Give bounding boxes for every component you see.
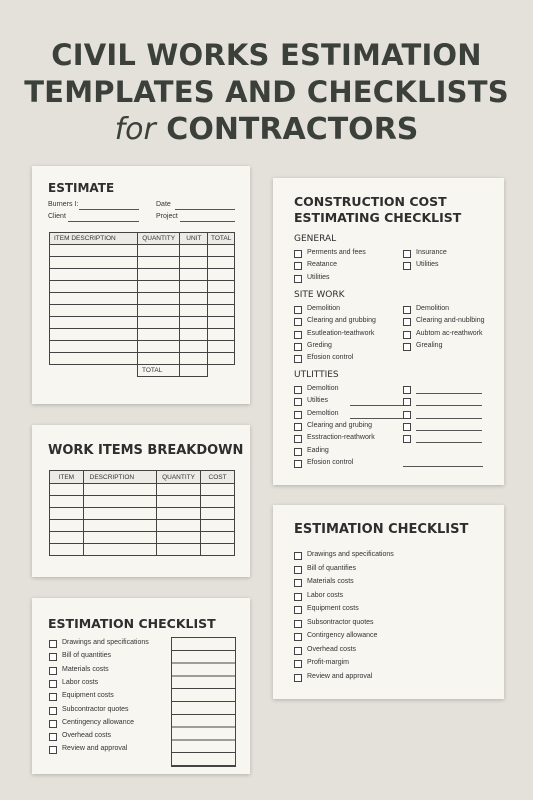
estimation-checklist-left-card (32, 598, 250, 774)
estimate-field-project: Project (156, 213, 178, 220)
estimation-left-item-4-label: Equipment costs (62, 692, 114, 700)
estimation-right-item-8-label: Profit-margim (307, 659, 350, 666)
estimation-right-item-1-label: Bill of quantifies (307, 564, 357, 572)
util-left-item-2-checkbox[interactable] (294, 411, 302, 419)
general-left-item-2-label: Utilities (307, 273, 330, 281)
util-right-item-4-blank-line[interactable] (416, 442, 482, 443)
util-right-item-4-checkbox[interactable] (403, 435, 411, 443)
util-left-item-4-checkbox[interactable] (294, 435, 302, 443)
site-left-item-0-checkbox[interactable] (294, 306, 302, 314)
util-left-item-0-checkbox[interactable] (294, 386, 302, 394)
estimation-left-item-8-label: Review and approval (62, 745, 128, 753)
site-work-section-label: SITE WORK (294, 290, 345, 300)
util-left-item-1-label: Utilties (307, 397, 329, 405)
utilities-section-label: UTLITTIES (294, 370, 339, 380)
site-right-item-1-checkbox[interactable] (403, 318, 411, 326)
estimation-right-item-6-checkbox[interactable] (294, 633, 302, 641)
page-title-for: for (114, 112, 156, 147)
util-left-item-3-label: Clearing and grubing (307, 421, 372, 429)
construction-checklist-card (273, 178, 504, 485)
util-left-item-2-blank-line[interactable] (350, 418, 404, 419)
estimation-right-title: ESTIMATION CHECKLIST (294, 522, 469, 537)
util-right-item-3-checkbox[interactable] (403, 423, 411, 431)
estimation-left-item-6-checkbox[interactable] (49, 720, 57, 728)
estimation-right-item-2-checkbox[interactable] (294, 579, 302, 587)
estimation-left-item-3-label: Labor costs (62, 678, 99, 686)
estimation-left-item-0-checkbox[interactable] (49, 640, 57, 648)
site-left-item-1-checkbox[interactable] (294, 318, 302, 326)
estimation-left-item-2-label: Materials costs (62, 665, 109, 673)
estimation-left-item-5-label: Subcontractor quotes (62, 705, 129, 713)
util-right-item-0-blank-line[interactable] (416, 393, 482, 394)
general-right-item-0-checkbox[interactable] (403, 250, 411, 258)
estimation-right-item-2-label: Materials costs (307, 578, 354, 585)
general-left-item-2-checkbox[interactable] (294, 275, 302, 283)
estimate-field-burners: Burners I: (48, 201, 79, 208)
util-left-item-4-label: Esstraction-reathwork (307, 434, 375, 442)
util-right-item-2-checkbox[interactable] (403, 411, 411, 419)
estimation-left-item-1-checkbox[interactable] (49, 653, 57, 661)
estimation-left-title: ESTIMATION CHECKLIST (48, 616, 216, 631)
estimate-col-unit: UNIT (180, 233, 208, 245)
estimation-right-item-5-label: Subsontractor quotes (307, 618, 374, 626)
estimation-checklist-right-card (273, 505, 504, 699)
estimation-right-item-9-checkbox[interactable] (294, 674, 302, 682)
estimate-field-project-line[interactable] (180, 221, 235, 222)
estimate-field-date-line[interactable] (175, 209, 235, 210)
site-right-item-2-label: Aubtom ac-reathwork (416, 329, 483, 337)
work-items-col-quantity: QUANTITY (156, 471, 200, 484)
util-left-item-5-label: Eading (307, 446, 329, 454)
estimation-right-item-8-checkbox[interactable] (294, 660, 302, 668)
estimate-field-date: Date (156, 201, 171, 208)
site-left-item-3-label: Greding (307, 341, 332, 349)
general-left-item-0-checkbox[interactable] (294, 250, 302, 258)
util-left-item-6-checkbox[interactable] (294, 460, 302, 468)
site-left-item-1-label: Clearing and grubbing (307, 317, 376, 325)
estimation-right-item-7-checkbox[interactable] (294, 647, 302, 655)
estimate-col-total: TOTAL (208, 233, 235, 245)
util-right-item-3-blank-line[interactable] (416, 430, 482, 431)
page-title-line1: CIVIL WORKS ESTIMATION (51, 38, 482, 72)
site-left-item-4-checkbox[interactable] (294, 355, 302, 363)
util-right-item-0-checkbox[interactable] (403, 386, 411, 394)
estimate-field-client: Client (48, 213, 66, 220)
estimation-left-item-0-label: Drawings and specifications (62, 639, 149, 646)
estimation-left-item-8-checkbox[interactable] (49, 746, 57, 754)
estimate-col-description: ITEM DESCRIPTION (50, 233, 138, 245)
site-right-item-3-checkbox[interactable] (403, 343, 411, 351)
util-left-item-6-label: Efosion control (307, 458, 354, 466)
construction-title-line2: ESTIMATING CHECKLIST (294, 210, 462, 225)
work-items-col-item: ITEM (50, 471, 84, 484)
estimation-right-item-0-checkbox[interactable] (294, 552, 302, 560)
work-items-col-cost: COST (201, 471, 235, 484)
util-right-item-2-blank-line[interactable] (416, 418, 482, 419)
util-right-extra-line[interactable] (403, 466, 483, 467)
work-items-title: WORK ITEMS BREAKDOWN (48, 443, 244, 458)
estimation-right-item-0-label: Drawings and specifications (307, 551, 394, 558)
estimate-card (32, 166, 250, 404)
estimation-right-item-4-label: Equipment costs (307, 605, 359, 612)
util-left-item-3-checkbox[interactable] (294, 423, 302, 431)
page-title-line3 (0, 112, 533, 147)
estimation-right-item-6-label: Contirgency allowance (307, 632, 378, 639)
util-left-item-2-label: Demoltion (307, 409, 339, 417)
estimate-total-label: TOTAL (137, 365, 179, 377)
util-right-item-1-checkbox[interactable] (403, 398, 411, 406)
estimation-left-item-3-checkbox[interactable] (49, 680, 57, 688)
site-right-item-1-label: Clearing and-nublbing (416, 317, 485, 325)
estimation-left-item-2-checkbox[interactable] (49, 667, 57, 675)
general-section-label: GENERAL (294, 234, 337, 244)
estimation-left-side-table (171, 637, 236, 767)
site-right-item-0-label: Demolition (416, 305, 450, 312)
estimate-table (49, 232, 235, 377)
estimation-left-item-5-checkbox[interactable] (49, 707, 57, 715)
estimation-right-item-4-checkbox[interactable] (294, 606, 302, 614)
construction-title-line1: CONSTRUCTION COST (294, 194, 447, 209)
estimation-right-item-7-label: Overhead costs (307, 645, 357, 653)
estimation-right-item-9-label: Review and approval (307, 672, 373, 680)
site-right-item-0-checkbox[interactable] (403, 306, 411, 314)
estimate-field-burners-line[interactable] (79, 209, 139, 210)
util-right-item-1-blank-line[interactable] (416, 405, 482, 406)
estimation-left-item-1-label: Bill of quantities (62, 652, 112, 660)
site-left-item-4-label: Efosion control (307, 354, 354, 362)
work-items-col-description: DESCRIPTION (83, 471, 156, 484)
estimate-col-quantity: QUANTITY (137, 233, 179, 245)
estimation-left-item-7-label: Overhead costs (62, 732, 112, 740)
general-right-item-0-label: Insurance (416, 249, 447, 256)
site-left-item-2-checkbox[interactable] (294, 331, 302, 339)
site-left-item-3-checkbox[interactable] (294, 343, 302, 351)
estimation-right-item-1-checkbox[interactable] (294, 566, 302, 574)
general-right-item-1-label: Utilities (416, 261, 439, 269)
util-left-item-5-checkbox[interactable] (294, 448, 302, 456)
util-left-item-0-label: Demoltion (307, 385, 339, 392)
site-left-item-0-label: Demolition (307, 305, 341, 312)
work-items-card (32, 425, 250, 577)
general-left-item-0-label: Perments and fees (307, 249, 366, 256)
site-left-item-2-label: Esutleation-teathwork (307, 329, 375, 337)
page-title-contractors: CONTRACTORS (166, 112, 419, 147)
work-items-table (49, 470, 235, 556)
estimate-title: ESTIMATE (48, 181, 115, 195)
site-right-item-3-label: Grealing (416, 341, 443, 349)
general-left-item-1-label: Reatance (307, 261, 337, 269)
page-title-line2: TEMPLATES AND CHECKLISTS (24, 75, 509, 109)
general-left-item-1-checkbox[interactable] (294, 262, 302, 270)
estimation-left-item-7-checkbox[interactable] (49, 733, 57, 741)
estimation-left-item-4-checkbox[interactable] (49, 693, 57, 701)
estimate-field-client-line[interactable] (68, 221, 139, 222)
site-right-item-2-checkbox[interactable] (403, 331, 411, 339)
estimation-right-item-3-checkbox[interactable] (294, 593, 302, 601)
util-left-item-1-checkbox[interactable] (294, 398, 302, 406)
util-left-item-1-blank-line[interactable] (350, 405, 404, 406)
estimation-left-item-6-label: Centingency allowance (62, 718, 134, 726)
general-right-item-1-checkbox[interactable] (403, 262, 411, 270)
estimation-right-item-5-checkbox[interactable] (294, 620, 302, 628)
estimation-right-item-3-label: Labor costs (307, 591, 344, 599)
